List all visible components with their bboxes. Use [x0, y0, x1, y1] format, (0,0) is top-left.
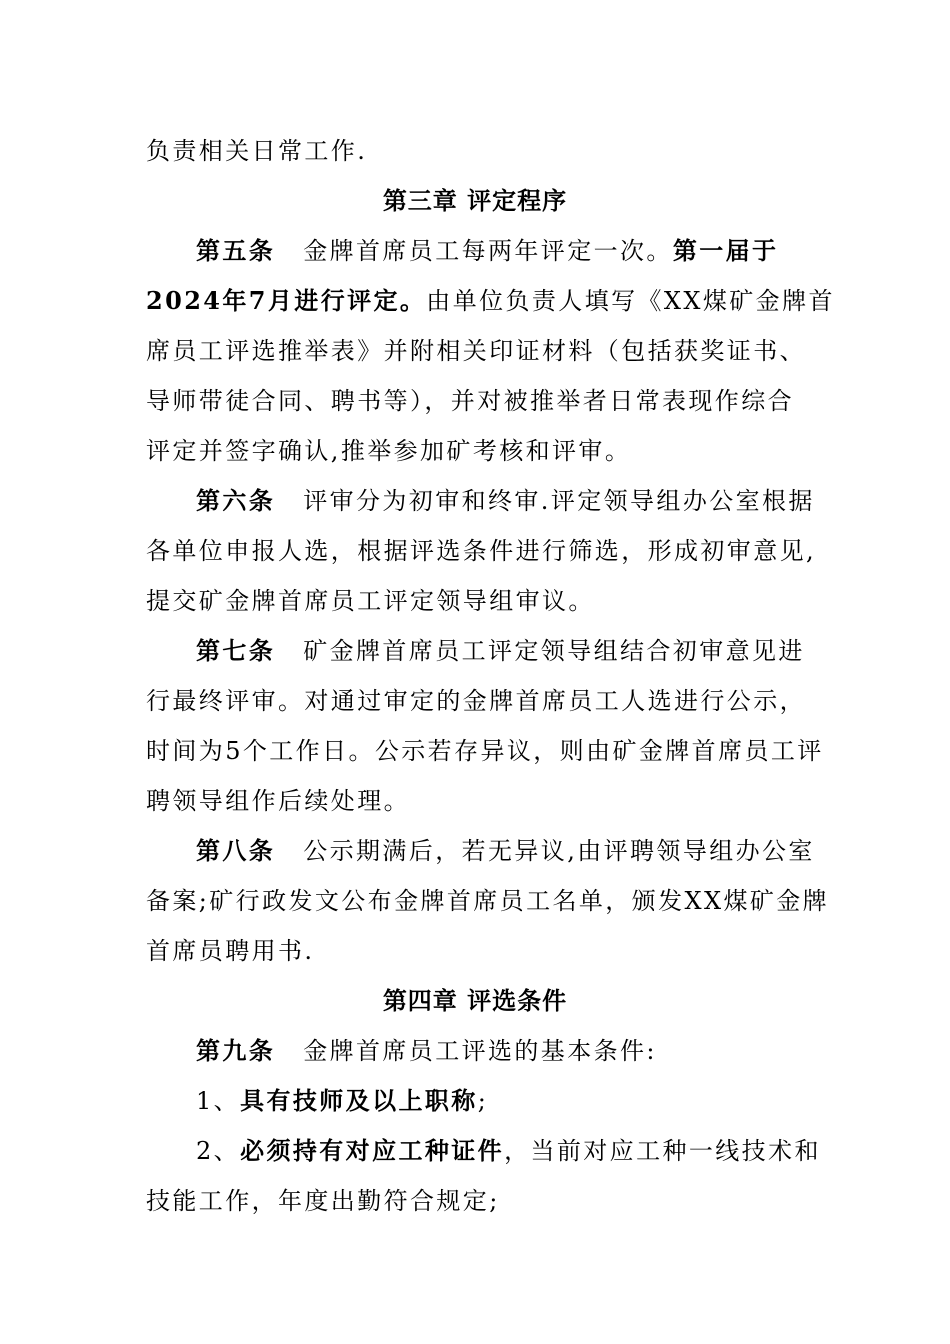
- text-line: [146, 686, 806, 716]
- text-segment: 由单位负责人填写《XX煤矿金牌首: [426, 287, 835, 315]
- chapter-heading: 第三章 评定程序: [382, 186, 568, 215]
- text-line: [146, 386, 794, 416]
- text-segment: 评审分为初审和终审.评定领导组办公室根据: [303, 487, 815, 515]
- article-label: 第六条: [196, 486, 276, 515]
- text-line: [146, 786, 410, 816]
- chapter-heading: 第四章 评选条件: [382, 986, 568, 1015]
- text-line: [146, 286, 835, 316]
- list-number: 2、: [196, 1137, 241, 1165]
- text-segment: 负责相关日常工作.: [146, 137, 368, 165]
- text-segment: 时间为5个工作日。公示若存异议，则由矿金牌首席员工评: [146, 737, 824, 765]
- article-label: 第五条: [196, 236, 276, 265]
- text-segment: 公示期满后，若无异议,由评聘领导组办公室: [303, 837, 815, 865]
- text-segment: 金牌首席员工评选的基本条件:: [303, 1037, 657, 1065]
- list-number: 1、: [196, 1087, 241, 1115]
- text-line: [146, 336, 806, 366]
- article-first-line: [196, 236, 778, 266]
- text-segment: 席员工评选推举表》并附相关印证材料（包括获奖证书、: [146, 337, 806, 365]
- article-first-line: [196, 1036, 657, 1066]
- bold-segment: 必须持有对应工种证件: [240, 1136, 505, 1165]
- text-segment: 矿金牌首席员工评定领导组结合初审意见进: [303, 637, 805, 665]
- text-segment: 行最终评审。对通过审定的金牌首席员工人选进行公示，: [146, 687, 806, 715]
- text-line: [146, 436, 631, 466]
- text-segment: ;: [477, 1087, 489, 1115]
- text-segment: 评定并签字确认,推举参加矿考核和评审。: [146, 437, 632, 465]
- article-label: 第九条: [196, 1036, 276, 1065]
- bold-segment: 2024年7月进行评定。: [146, 286, 427, 315]
- article-first-line: [196, 636, 805, 666]
- text-segment: 各单位申报人选，根据评选条件进行筛选，形成初审意见,: [146, 537, 817, 565]
- bold-segment: 具有技师及以上职称: [240, 1086, 478, 1115]
- text-segment: 首席员聘用书.: [146, 937, 315, 965]
- list-item: [196, 1086, 488, 1116]
- list-item: [196, 1136, 821, 1166]
- article-label: 第七条: [196, 636, 276, 665]
- text-segment: 备案;矿行政发文公布金牌首席员工名单，颁发XX煤矿金牌: [146, 887, 830, 915]
- text-segment: 技能工作，年度出勤符合规定;: [146, 1187, 500, 1215]
- text-line: [146, 586, 595, 616]
- text-segment: 金牌首席员工每两年评定一次。: [303, 237, 673, 265]
- text-line: [146, 536, 816, 566]
- text-segment: 聘领导组作后续处理。: [146, 787, 410, 815]
- article-first-line: [196, 836, 815, 866]
- bold-segment: 第一届于: [672, 236, 779, 265]
- text-line: [146, 936, 314, 966]
- text-line: [146, 136, 367, 166]
- text-segment: ，当前对应工种一线技术和: [504, 1137, 821, 1165]
- text-segment: 提交矿金牌首席员工评定领导组审议。: [146, 587, 595, 615]
- text-line: [146, 886, 829, 916]
- article-label: 第八条: [196, 836, 276, 865]
- text-segment: 导师带徒合同、聘书等），并对被推举者日常表现作综合: [146, 387, 794, 415]
- text-line: [146, 736, 824, 766]
- article-first-line: [196, 486, 815, 516]
- text-line: [146, 1186, 500, 1216]
